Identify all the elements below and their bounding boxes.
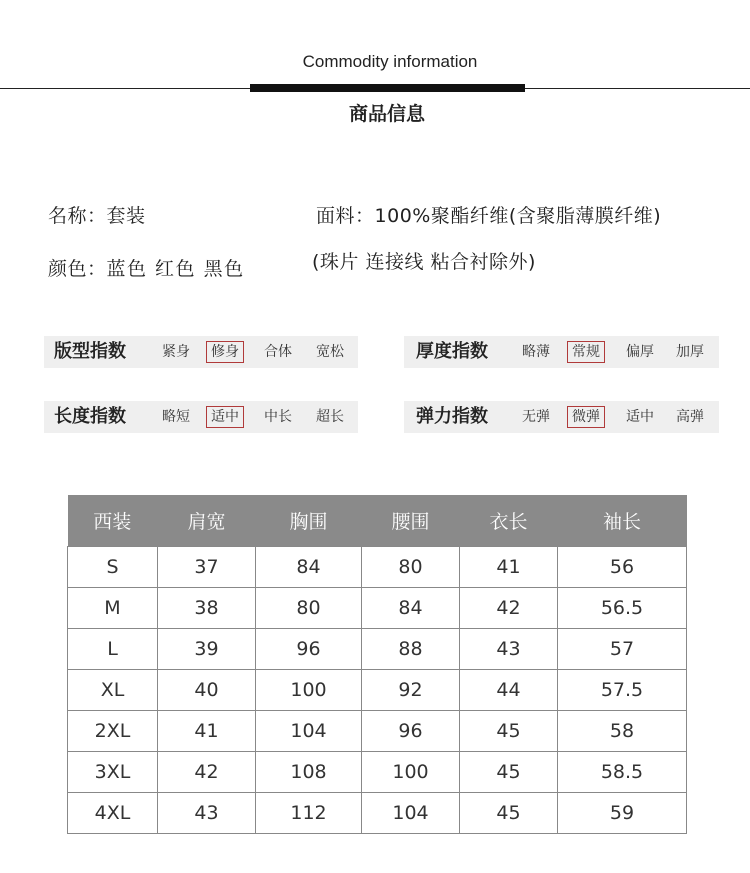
table-cell: 57.5 <box>558 670 687 711</box>
table-cell: 96 <box>256 629 362 670</box>
attribute-option: 高弹 <box>676 409 704 425</box>
table-cell: 37 <box>158 547 256 588</box>
table-cell: 104 <box>256 711 362 752</box>
attribute-option: 适中 <box>626 409 654 425</box>
attribute-option-selected: 微弹 <box>567 406 605 428</box>
table-cell: 3XL <box>68 752 158 793</box>
attribute-length <box>44 401 358 433</box>
product-colors-label: 颜色： <box>48 258 107 280</box>
table-row <box>68 711 687 752</box>
product-name <box>48 201 146 228</box>
attribute-option: 略短 <box>162 409 190 425</box>
table-cell: 80 <box>362 547 460 588</box>
table-cell: 43 <box>158 793 256 834</box>
attribute-option-selected: 适中 <box>206 406 244 428</box>
attribute-title: 弹力指数 <box>416 406 488 427</box>
product-fabric-label: 面料： <box>316 205 375 227</box>
product-fabric-note: (珠片 连接线 粘合衬除外) <box>312 251 536 273</box>
table-row <box>68 588 687 629</box>
table-cell: 41 <box>158 711 256 752</box>
product-name-value: 套装 <box>106 205 146 227</box>
table-cell: 92 <box>362 670 460 711</box>
table-cell: 100 <box>362 752 460 793</box>
table-cell: 42 <box>158 752 256 793</box>
table-cell: 40 <box>158 670 256 711</box>
table-cell: 41 <box>460 547 558 588</box>
table-cell: 4XL <box>68 793 158 834</box>
attribute-option-selected: 修身 <box>206 341 244 363</box>
product-fabric-value: 100%聚酯纤维(含聚脂薄膜纤维) <box>374 205 662 227</box>
attribute-option: 略薄 <box>522 344 550 360</box>
table-cell: 80 <box>256 588 362 629</box>
column-header: 西装 <box>68 495 158 547</box>
table-cell: XL <box>68 670 158 711</box>
column-header: 肩宽 <box>158 495 256 547</box>
table-cell: 45 <box>460 752 558 793</box>
table-cell: 2XL <box>68 711 158 752</box>
attribute-title: 厚度指数 <box>416 341 488 362</box>
table-cell: 112 <box>256 793 362 834</box>
table-cell: 100 <box>256 670 362 711</box>
table-row <box>68 752 687 793</box>
table-cell: 57 <box>558 629 687 670</box>
attribute-option: 无弹 <box>522 409 550 425</box>
table-cell: 104 <box>362 793 460 834</box>
table-cell: 56.5 <box>558 588 687 629</box>
product-colors-value: 蓝色 红色 黑色 <box>106 258 245 280</box>
table-cell: 58 <box>558 711 687 752</box>
table-cell: 88 <box>362 629 460 670</box>
table-row <box>68 547 687 588</box>
table-cell: 39 <box>158 629 256 670</box>
table-cell: 43 <box>460 629 558 670</box>
table-cell: 59 <box>558 793 687 834</box>
attribute-elasticity <box>404 401 719 433</box>
table-row <box>68 629 687 670</box>
attribute-option: 加厚 <box>676 344 704 360</box>
header-divider-bar <box>250 84 525 92</box>
table-cell: 45 <box>460 793 558 834</box>
table-cell: 84 <box>362 588 460 629</box>
table-cell: 38 <box>158 588 256 629</box>
attribute-title: 版型指数 <box>54 341 126 362</box>
table-cell: 45 <box>460 711 558 752</box>
attribute-option: 中长 <box>264 409 292 425</box>
size-table <box>67 495 687 834</box>
column-header: 袖长 <box>558 495 687 547</box>
attribute-thickness <box>404 336 719 368</box>
product-fabric <box>316 201 661 228</box>
table-cell: 56 <box>558 547 687 588</box>
section-title-en: Commodity information <box>302 52 478 71</box>
size-table-header <box>68 495 687 547</box>
column-header: 衣长 <box>460 495 558 547</box>
attribute-option: 宽松 <box>316 344 344 360</box>
product-colors <box>48 254 245 281</box>
table-cell: 44 <box>460 670 558 711</box>
attribute-option: 合体 <box>264 344 292 360</box>
attribute-fit <box>44 336 358 368</box>
section-title-cn: 商品信息 <box>348 103 425 125</box>
table-cell: 96 <box>362 711 460 752</box>
table-row <box>68 793 687 834</box>
table-row <box>68 670 687 711</box>
product-name-label: 名称： <box>48 205 107 227</box>
table-cell: L <box>68 629 158 670</box>
attribute-option-selected: 常规 <box>567 341 605 363</box>
table-cell: M <box>68 588 158 629</box>
table-cell: 58.5 <box>558 752 687 793</box>
attribute-title: 长度指数 <box>54 406 126 427</box>
table-cell: 84 <box>256 547 362 588</box>
table-cell: S <box>68 547 158 588</box>
table-cell: 108 <box>256 752 362 793</box>
attribute-option: 紧身 <box>162 344 190 360</box>
column-header: 腰围 <box>362 495 460 547</box>
table-cell: 42 <box>460 588 558 629</box>
attribute-option: 超长 <box>316 409 344 425</box>
column-header: 胸围 <box>256 495 362 547</box>
attribute-option: 偏厚 <box>626 344 654 360</box>
